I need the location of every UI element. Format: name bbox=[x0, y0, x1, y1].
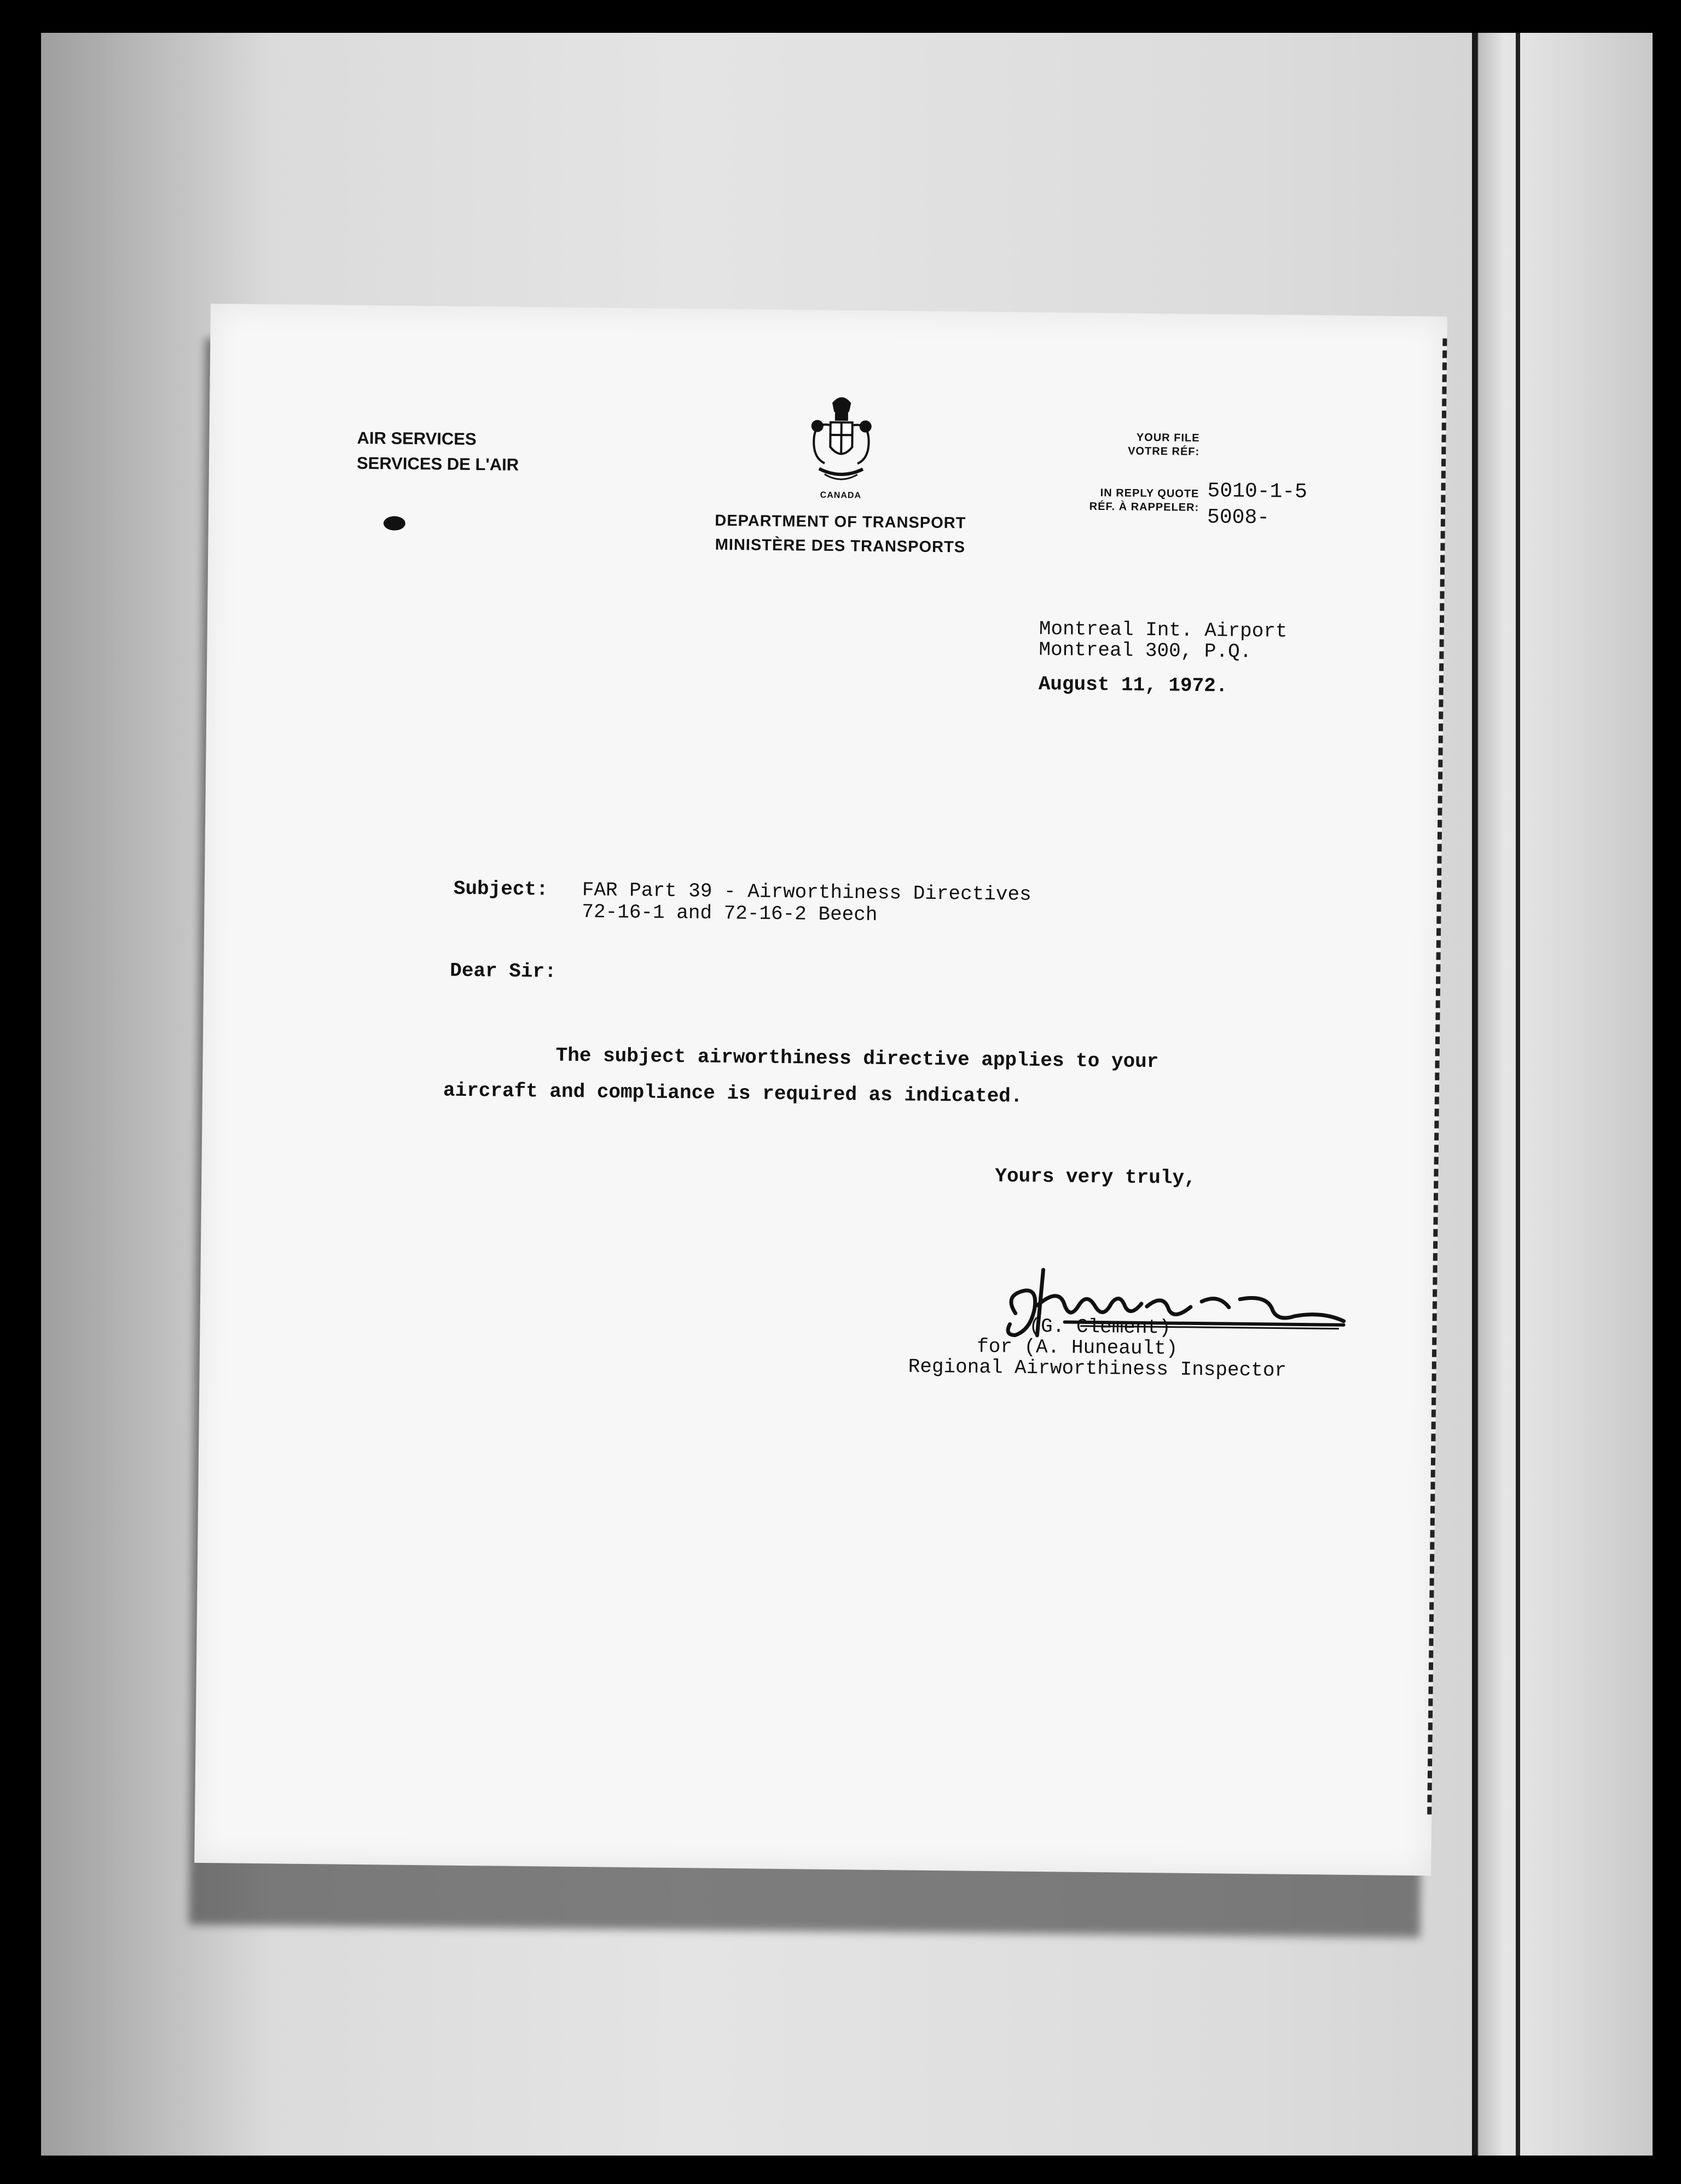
subject-text bbox=[582, 879, 1031, 928]
body-line-2: aircraft and compliance is required as indicated. bbox=[443, 1079, 1023, 1108]
on-behalf-of: (A. Huneault) bbox=[1024, 1335, 1178, 1360]
letterhead-service-name bbox=[357, 426, 519, 478]
reference-values bbox=[1207, 478, 1307, 532]
right-edge-strip bbox=[1472, 33, 1653, 2156]
reply-quote-label-fr: RÉF. À RAPPELER: bbox=[1089, 500, 1199, 514]
complimentary-close: Yours very truly, bbox=[995, 1165, 1196, 1189]
country-label: CANADA bbox=[820, 490, 862, 501]
address-line-2: Montreal 300, P.Q. bbox=[1039, 638, 1252, 663]
signed-by: (G. Clement) bbox=[1029, 1315, 1171, 1339]
reply-reference-1: 5010-1-5 bbox=[1207, 479, 1308, 504]
subject-line-2: 72-16-1 and 72-16-2 Beech bbox=[582, 901, 878, 926]
department-name bbox=[692, 508, 988, 560]
service-name-en: AIR SERVICES bbox=[357, 428, 477, 449]
department-name-fr: MINISTÈRE DES TRANSPORTS bbox=[715, 536, 966, 556]
your-file-label-fr: VOTRE RÉF: bbox=[1128, 445, 1200, 458]
reply-quote-label-en: IN REPLY QUOTE bbox=[1100, 487, 1199, 500]
coat-of-arms-icon bbox=[803, 392, 880, 485]
sender-address bbox=[1039, 619, 1287, 663]
service-name-fr: SERVICES DE L'AIR bbox=[356, 453, 519, 474]
ink-blot bbox=[384, 516, 405, 530]
subject-block bbox=[453, 878, 1031, 928]
signer-title: Regional Airworthiness Inspector bbox=[908, 1355, 1287, 1382]
letter-date: August 11, 1972. bbox=[1038, 672, 1228, 698]
your-file-label-en: YOUR FILE bbox=[1136, 431, 1200, 444]
reply-reference-2: 5008- bbox=[1207, 506, 1270, 530]
for-prefix: for bbox=[976, 1335, 1013, 1358]
letter-body bbox=[443, 1037, 1159, 1117]
address-line-1: Montreal Int. Airport bbox=[1039, 617, 1288, 643]
letter-page bbox=[194, 304, 1447, 1876]
subject-line-1: FAR Part 39 - Airworthiness Directives bbox=[582, 879, 1031, 906]
subject-label: Subject: bbox=[453, 877, 548, 901]
department-name-en: DEPARTMENT OF TRANSPORT bbox=[715, 512, 966, 532]
salutation: Dear Sir: bbox=[450, 959, 557, 983]
right-edge-line bbox=[1516, 33, 1520, 2156]
signer-block bbox=[908, 1315, 1287, 1382]
body-line-1: The subject airworthiness directive applies to your bbox=[555, 1044, 1159, 1073]
reference-labels bbox=[1018, 429, 1200, 514]
